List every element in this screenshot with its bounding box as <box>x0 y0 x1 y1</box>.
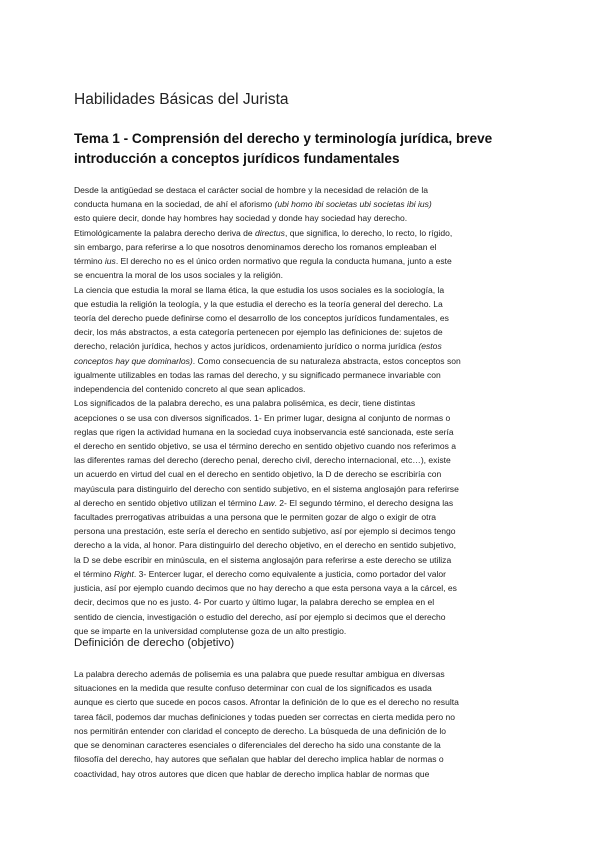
text-line <box>74 254 530 268</box>
intro-paragraphs <box>74 183 530 638</box>
text-run: reglas que rigen la actividad humana en la sociedad cuya inobservancia esté sancionada, este sería <box>74 426 454 437</box>
text-line <box>74 610 530 624</box>
text-run: situaciones en la medida que resulte confuso determinar con cual de los significados es usada <box>74 683 432 694</box>
italic-text: Law <box>258 497 275 508</box>
text-line <box>74 297 530 311</box>
text-run: Desde la antigüedad se destaca el carácter social de hombre y la necesidad de relación de la <box>74 185 428 195</box>
text-run: que se denominan caracteres esenciales o diferenciales del derecho ha sido una constante de la <box>74 740 441 751</box>
text-line <box>74 567 530 581</box>
text-run: igualmente utilizables en todas las ramas del derecho, y su significado permanece invariable con <box>74 369 441 380</box>
italic-text: Right <box>113 568 134 579</box>
definition-paragraphs <box>74 667 530 781</box>
text-line <box>74 411 530 425</box>
topic-title-line: introducción a conceptos jurídicos fundamentales <box>74 151 400 166</box>
document-title: Habilidades Básicas del Jurista <box>74 91 289 108</box>
text-run: que se imparte en la universidad complutense goza de un alto prestigio. <box>74 625 347 636</box>
text-run: un acuerdo en virtud del cual en el derecho en sentido objetivo, la D de derecho se escribiría con <box>74 469 442 480</box>
text-run: el derecho en sentido objetivo, se usa el término derecho en sentido objetivo cuando nos referimos a <box>74 440 456 451</box>
text-run: nos permitirán entender con claridad el concepto de derecho. La búsqueda de una definición de lo <box>74 725 447 736</box>
text-run: decir, los más abstractos, a esta categoría pertenecen por ejemplo las definiciones de: sujetos de <box>74 327 443 338</box>
topic-title-line: Tema 1 - Comprensión del derecho y terminología jurídica, breve <box>74 131 493 146</box>
text-line <box>74 667 530 681</box>
text-run: decir, decimos que no es justo. 4- Por cuarto y último lugar, la palabra derecho se emplea en el <box>74 597 435 608</box>
text-run: La ciencia que estudia la moral se llama ética, la que estudia los usos sociales es la sociología, la <box>74 284 445 295</box>
text-run: filosofía del derecho, hay autores que señalan que hablar del derecho implica hablar de normas o <box>74 754 444 765</box>
text-run: La palabra derecho además de polisemia es una palabra que puede resultar ambigua en diversas <box>74 669 445 679</box>
text-run: persona una prestación, este sería el derecho en sentido subjetivo, así por ejemplo si decimos tengo <box>74 526 456 537</box>
text-run: Etimológicamente la palabra derecho deriva de <box>74 227 256 238</box>
text-line <box>74 368 530 382</box>
text-line <box>74 510 530 524</box>
italic-text: ius <box>104 256 116 267</box>
text-run: tarea fácil, podemos dar muchas definiciones y todas pueden ser correctas en cierta medida pero no <box>74 711 456 722</box>
text-line <box>74 624 530 638</box>
text-run: . 2- El segundo término, el derecho designa las <box>274 497 454 508</box>
text-run: . El derecho no es el único orden normativo que regula la conducta humana, junto a este <box>115 256 452 267</box>
italic-text: (estos <box>418 341 442 352</box>
text-run: sin embargo, para referirse a lo que nosotros denominamos derecho los romanos empleaban el <box>74 241 437 252</box>
text-line <box>74 240 530 254</box>
text-run: derecho, relación jurídica, hechos y actos jurídicos, ordenamiento jurídico o norma jurídica <box>74 341 419 352</box>
text-line <box>74 339 530 353</box>
text-line <box>74 581 530 595</box>
text-run: derecho a la vida, al honor. Para distinguirlo del derecho objetivo, en el derecho en sentido subjetivo, <box>74 540 457 551</box>
text-run: Los significados de la palabra derecho, es una palabra polisémica, es decir, tiene distintas <box>74 398 416 409</box>
text-line <box>74 382 530 396</box>
text-line <box>74 311 530 325</box>
text-run: sentido de ciencia, investigación o estudio del derecho, así por ejemplo si decimos que el derecho <box>74 611 446 622</box>
text-line <box>74 752 530 766</box>
text-run: acepciones o se usa con diversos significados. 1- En primer lugar, designa al conjunto de normas o <box>74 412 451 423</box>
text-run: coactividad, hay otros autores que dicen que hablar de derecho implica hablar de normas que <box>74 768 430 779</box>
text-run: que estudia la religión la teología, y la que estudia el derecho es la teoría general del derecho. La <box>74 298 443 309</box>
text-run: teoría del derecho puede definirse como el desarrollo de los conceptos jurídicos fundamentales, es <box>74 312 449 323</box>
text-line <box>74 524 530 538</box>
text-line <box>74 482 530 496</box>
text-run: conducta humana en la sociedad, de ahí el aforismo <box>74 199 275 210</box>
text-line <box>74 425 530 439</box>
text-run: término <box>74 256 105 267</box>
italic-text: (ubi homo ibi societas ubi societas ibi ius) <box>274 199 432 210</box>
text-line <box>74 724 530 738</box>
text-line <box>74 553 530 567</box>
text-line <box>74 496 530 510</box>
text-line <box>74 396 530 410</box>
italic-text: conceptos hay que dominarlos) <box>74 355 193 366</box>
text-run: . 3- Entercer lugar, el derecho como equivalente a justicia, como portador del valor <box>133 568 446 579</box>
text-line <box>74 197 530 211</box>
text-run: al derecho en sentido objetivo utilizan el término <box>74 497 259 508</box>
text-run: aunque es cierto que sucede en pocos casos. Afrontar la definición de lo que es el derecho no resulta <box>74 697 459 708</box>
text-line <box>74 453 530 467</box>
text-line <box>74 268 530 282</box>
text-run: mayúscula para distinguirlo del derecho con sentido subjetivo, en el sistema anglosajón para referirse <box>74 483 459 494</box>
section-heading: Definición de derecho (objetivo) <box>74 637 235 649</box>
text-line <box>74 211 530 225</box>
text-run: las diferentes ramas del derecho (derecho penal, derecho civil, derecho internacional, etc…), existe <box>74 455 451 466</box>
text-run: esto quiere decir, donde hay hombres hay sociedad y donde hay sociedad hay derecho. <box>74 213 408 224</box>
topic-title <box>74 129 534 169</box>
text-run: independencia del contenido concreto al que sean aplicados. <box>74 384 306 395</box>
text-run: la D se debe escribir en minúscula, en el sistema anglosajón para referirse a este derecho se utiliza <box>74 554 452 565</box>
text-run: justicia, así por ejemplo cuando decimos que no hay derecho a que esta persona vaya a la cárcel, es <box>74 583 457 594</box>
text-line <box>74 695 530 709</box>
text-run: el término <box>74 568 114 579</box>
text-line <box>74 710 530 724</box>
text-line <box>74 283 530 297</box>
text-line <box>74 595 530 609</box>
text-line <box>74 183 530 197</box>
text-line <box>74 439 530 453</box>
text-line <box>74 325 530 339</box>
text-line <box>74 738 530 752</box>
text-line <box>74 767 530 781</box>
text-line <box>74 538 530 552</box>
text-run: se encuentra la moral de los usos sociales y la religión. <box>74 270 284 281</box>
text-line <box>74 467 530 481</box>
text-line <box>74 226 530 240</box>
italic-text: directus <box>255 227 285 238</box>
text-run: , que significa, lo derecho, lo recto, lo rígido, <box>284 227 453 238</box>
text-line <box>74 354 530 368</box>
text-run: facultades prerrogativas atribuidas a una persona que le permiten gozar de algo o exigir de otra <box>74 512 437 523</box>
text-line <box>74 681 530 695</box>
text-run: . Como consecuencia de su naturaleza abstracta, estos conceptos son <box>192 355 461 366</box>
